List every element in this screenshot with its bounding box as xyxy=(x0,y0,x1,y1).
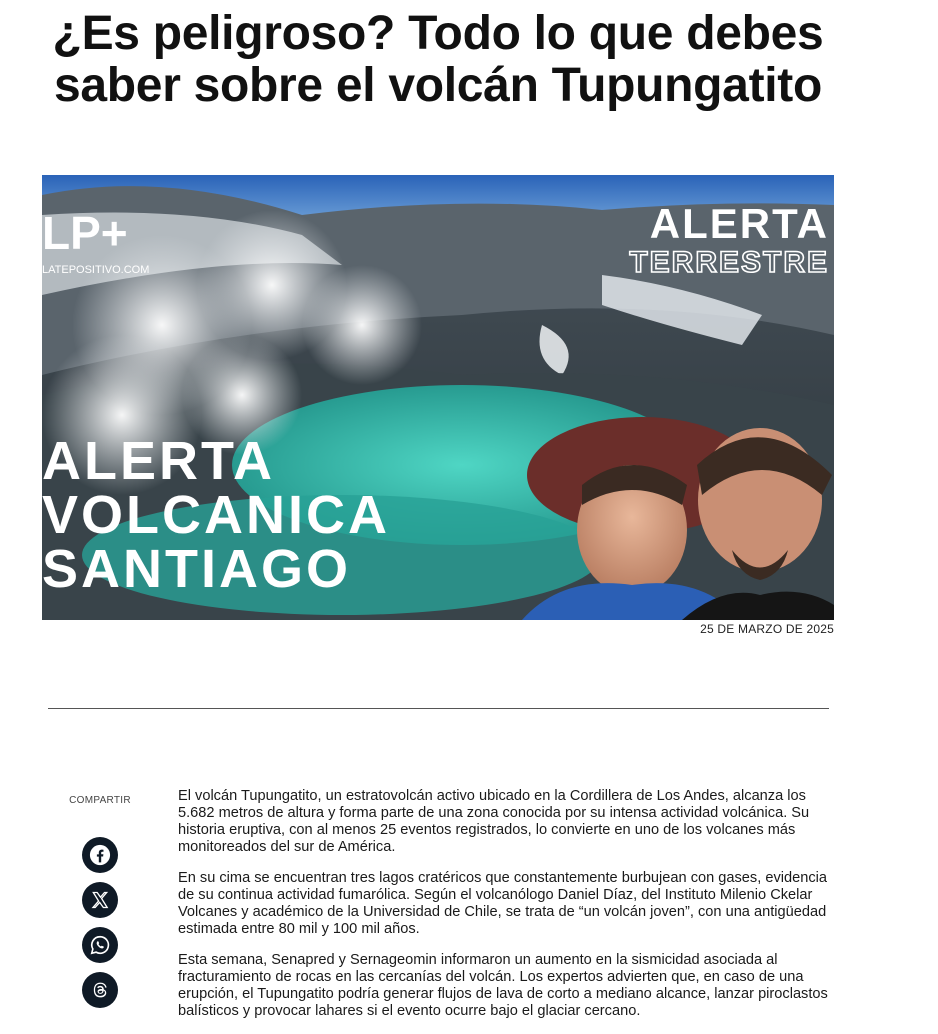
share-label: COMPARTIR xyxy=(69,795,131,806)
hero-badge-line1: ALERTA xyxy=(649,200,829,247)
threads-icon xyxy=(90,980,110,1000)
hero-image xyxy=(42,175,834,620)
whatsapp-share-button[interactable] xyxy=(82,927,118,963)
article-headline: ¿Es peligroso? Todo lo que debes saber sobre el volcán Tupungatito xyxy=(52,7,824,112)
x-icon xyxy=(90,890,110,910)
hero-badge-line2: TERRESTRE xyxy=(629,246,829,279)
hero-logo: LP+ xyxy=(42,207,128,259)
whatsapp-icon xyxy=(89,934,111,956)
hero-illustration xyxy=(42,175,834,620)
share-sidebar xyxy=(60,795,140,806)
x-share-button[interactable] xyxy=(82,882,118,918)
hero-logo-url: LATEPOSITIVO.COM xyxy=(42,264,150,276)
threads-share-button[interactable] xyxy=(82,972,118,1008)
hero-title-line2: VOLCANICA xyxy=(42,485,390,545)
hero-title-line3: SANTIAGO xyxy=(42,539,352,599)
article-date: 25 DE MARZO DE 2025 xyxy=(700,622,834,636)
article-paragraph-3: Esta semana, Senapred y Sernageomin informaron un aumento en la sismicidad asociada al fracturamiento de rocas en las cercanías del volcán. Los expertos advierten que, en caso de una erupción, el Tupungatito podría generar flujos de lava de corto a mediano alcance, lanzar piroclastos balísticos y provocar lahares si el evento ocurre bajo el glaciar cercano. xyxy=(178,952,828,1019)
divider xyxy=(48,708,829,709)
article-body xyxy=(178,788,838,1034)
facebook-icon xyxy=(89,844,111,866)
hero-title-line1: ALERTA xyxy=(42,431,275,491)
article-paragraph-2: En su cima se encuentran tres lagos cratéricos que constantemente burbujean con gases, evidencia de su continua actividad fumarólica. Según el volcanólogo Daniel Díaz, del Instituto Milenio Ckelar Volcanes y académico de la Universidad de Chile, se trata de “un volcán joven”, con una antigüedad estimada entre 80 mil y 100 mil años. xyxy=(178,870,827,937)
article-paragraph-1: El volcán Tupungatito, un estratovolcán activo ubicado en la Cordillera de Los Andes, alcanza los 5.682 metros de altura y forma parte de una zona conocida por su intensa actividad volcánica. Su historia eruptiva, con al menos 25 eventos registrados, lo convierte en uno de los volcanes más monitoreados del sur de América. xyxy=(178,788,810,855)
facebook-share-button[interactable] xyxy=(82,837,118,873)
